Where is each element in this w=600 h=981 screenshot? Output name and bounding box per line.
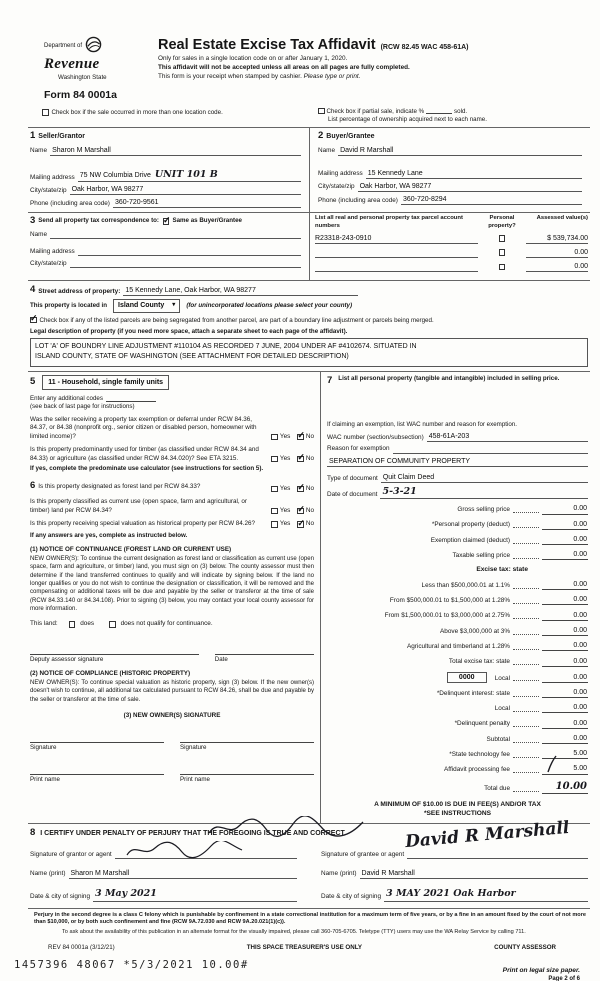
- section2-number: 2: [318, 130, 324, 142]
- legal-description-field[interactable]: [30, 338, 588, 367]
- parcel-number-field-1[interactable]: R23318-243-0910: [315, 234, 478, 244]
- s6-historical-no-checkbox[interactable]: [297, 521, 304, 528]
- s7-intro: List all personal property (tangible and intangible) included in selling price.: [338, 374, 560, 382]
- notice2-title: (2) NOTICE OF COMPLIANCE (HISTORIC PROPERTY): [30, 669, 191, 677]
- s6-q3-yes-label: Yes: [279, 520, 291, 528]
- dotted-leader: [513, 711, 539, 712]
- seller-mailing-handwritten: UNIT 101 B: [154, 168, 218, 180]
- buyer-name-field[interactable]: David R Marshall: [338, 146, 582, 156]
- revenue-wordmark: Revenue: [44, 55, 100, 72]
- personal-property-deduct-value[interactable]: 0.00: [542, 520, 588, 530]
- grantee-signature-block: [321, 841, 588, 901]
- does-not-label: does not qualify for continuance.: [120, 620, 213, 628]
- s6-q2-yes-label: Yes: [279, 506, 291, 514]
- s5-q2-note: If yes, complete the predominate use calculator (see instructions for section 5).: [30, 465, 264, 473]
- new-owner-print-name-line-1[interactable]: [30, 765, 164, 775]
- grantee-name-print-field[interactable]: David R Marshall: [360, 869, 588, 879]
- s5-q1-yes-label: Yes: [279, 433, 291, 441]
- partial-sale-checkbox[interactable]: [318, 108, 325, 115]
- seller-phone-field[interactable]: 360-720-9561: [113, 198, 301, 208]
- page-title: Real Estate Excise Tax Affidavit: [158, 37, 376, 53]
- legal-description-line2: ISLAND COUNTY, STATE OF WASHINGTON (SEE ATTACHMENT FOR DETAILED DESCRIPTION): [35, 353, 349, 361]
- parcel-header: List all real and personal property tax parcel account numbers: [315, 215, 463, 229]
- section3-number: 3: [30, 215, 36, 227]
- minimum-due-note: A MINIMUM OF $10.00 IS DUE IN FEE(S) AND/OR TAX: [374, 800, 541, 808]
- same-as-buyer-label: Same as Buyer/Grantee: [172, 217, 242, 225]
- money-row-label: Total excise tax: state: [448, 658, 510, 666]
- parcel-table: [309, 213, 590, 280]
- notice1-body: NEW OWNER(S): To continue the current designation as forest land or classification as current use (open space, farm and agriculture, or timber) land, you must sign on (3) below. The county assessor must then determine if the land transferred continues to qualify and will indicate by signing below. If the land no longer qualifies or you do not wish to continue the designation or classification, it will be removed and the compensating or additional taxes will be due and payable by the seller or transferor at the time of sale (RCW 84.33.140 or 84.34.108). Prior to signing (3) below, you may contact your local county assessor for more information.: [30, 556, 314, 613]
- corr-name-label: Name: [30, 230, 48, 238]
- dotted-leader: [513, 634, 539, 635]
- gross-selling-price-value[interactable]: 0.00: [542, 504, 588, 514]
- buyer-city-label: City/state/zip: [318, 183, 355, 191]
- buyer-phone-field[interactable]: 360-720-8294: [401, 195, 582, 205]
- buyer-mailing-field[interactable]: 15 Kennedy Lane: [366, 169, 582, 179]
- money-row-label: Subtotal: [486, 735, 510, 743]
- total-excise-state-value[interactable]: 0.00: [542, 657, 588, 667]
- dotted-leader: [513, 791, 539, 792]
- grantee-date-city-label: Date & city of signing: [321, 893, 382, 901]
- partial-sale-label-end: sold.: [454, 108, 468, 115]
- notice1-title: (1) NOTICE OF CONTINUANCE (FOREST LAND OR CURRENT USE): [30, 545, 232, 553]
- s6-q3-no-label: No: [305, 520, 314, 528]
- s6-q2-no-label: No: [305, 506, 314, 514]
- dotted-leader: [513, 742, 539, 743]
- does-label: does: [80, 620, 95, 628]
- county-note: (for unincorporated locations please select your county): [186, 301, 353, 309]
- grantee-sig-label: Signature of grantee or agent: [321, 850, 405, 858]
- money-row-label: Exemption claimed (deduct): [430, 536, 510, 544]
- s6-forest-yes-checkbox[interactable]: [271, 486, 278, 493]
- section4-number: 4: [30, 284, 36, 296]
- alt-format-notice: To ask about the availability of this publication in an alternate format for the visually impaired, please call 360-705-6705. Teletype (TTY) users may use the WA Relay Service by calling 711.: [62, 929, 526, 936]
- buyer-title: Buyer/Grantee: [326, 133, 375, 141]
- excise-tax-state-header: Excise tax: state: [476, 566, 528, 574]
- tax-500k-1500k-value[interactable]: 0.00: [542, 595, 588, 605]
- corr-mailing-label: Mailing address: [30, 248, 75, 256]
- seller-name-field[interactable]: Sharon M Marshall: [50, 146, 301, 156]
- dotted-leader: [513, 649, 539, 650]
- washington-state-label: Washington State: [58, 74, 107, 82]
- s5-q1-no-label: No: [305, 433, 314, 441]
- county-select[interactable]: Island County ▾: [113, 299, 180, 312]
- new-owner-signature-line-2[interactable]: [180, 733, 314, 743]
- seller-city-field[interactable]: Oak Harbor, WA 98277: [70, 185, 301, 195]
- tax-under-500k-value[interactable]: 0.00: [542, 580, 588, 590]
- personal-property-checkbox-2[interactable]: [499, 249, 506, 256]
- ownership-note: List percentage of ownership acquired next to each name.: [328, 116, 487, 124]
- s6-forest-no-checkbox[interactable]: [297, 486, 304, 493]
- doc-type-label: Type of document: [327, 474, 378, 482]
- money-row-label: *Personal property (deduct): [431, 521, 510, 529]
- treasurer-use-label: THIS SPACE TREASURER'S USE ONLY: [246, 944, 363, 952]
- local-code-box[interactable]: 0000: [447, 672, 487, 683]
- correspondence-intro: Send all property tax correspondence to:: [38, 217, 159, 225]
- doc-date-field[interactable]: 5-3-21: [380, 486, 588, 499]
- grantor-sig-label: Signature of grantor or agent: [30, 850, 112, 858]
- money-row-label: Affidavit processing fee: [444, 766, 510, 774]
- sections-5-6: [28, 372, 320, 823]
- multi-location-label: Check box if the sale occurred in more than one location code.: [51, 109, 223, 116]
- dotted-leader: [513, 512, 539, 513]
- cashier-receipt-stamp: 1457396 48067 *5/3/2021 10.00#: [14, 959, 249, 972]
- s6-current-use-no-checkbox[interactable]: [297, 508, 304, 515]
- corr-name-field[interactable]: [50, 230, 301, 239]
- this-land-label: This land:: [30, 620, 58, 628]
- deputy-assessor-signature-line[interactable]: [30, 645, 199, 655]
- additional-codes-field[interactable]: [106, 395, 156, 402]
- revenue-logo-icon: [85, 36, 102, 57]
- grantee-signature-field[interactable]: [407, 851, 588, 860]
- subtotal-value[interactable]: 0.00: [542, 734, 588, 744]
- exemption-note: If claiming an exemption, list WAC number and reason for exemption.: [327, 421, 517, 429]
- s6-historical-yes-checkbox[interactable]: [271, 521, 278, 528]
- personal-property-list-area[interactable]: [327, 387, 588, 421]
- section-correspondence: [28, 212, 590, 280]
- s6-q2-text: Is this property classified as current use (open space, farm and agricultural, or timber) land per RCW 84.34?: [30, 498, 247, 514]
- reason-exemption-label: Reason for exemption: [327, 445, 390, 453]
- segregated-parcels-checkbox[interactable]: [30, 317, 37, 324]
- dotted-leader: [513, 603, 539, 604]
- top-checkbox-row: [28, 107, 590, 124]
- section8-number: 8: [30, 826, 36, 838]
- form-header: [28, 36, 590, 103]
- money-row-label: *Delinquent penalty: [454, 720, 510, 728]
- grantor-name-print-field[interactable]: Sharon M Marshall: [69, 869, 297, 879]
- deputy-date-line[interactable]: [215, 645, 314, 655]
- street-address-label: Street address of property:: [38, 288, 121, 296]
- affidavit-processing-fee-value[interactable]: 5.00: [542, 764, 588, 774]
- legal-description-label: Legal description of property (if you need more space, attach a separate sheet to each page of the affidavit).: [30, 327, 348, 335]
- notice3-title: (3) NEW OWNER(S) SIGNATURE: [123, 712, 221, 720]
- section-buyer: [309, 128, 590, 212]
- state-technology-fee-value[interactable]: 5.00: [542, 749, 588, 759]
- s6-current-use-yes-checkbox[interactable]: [271, 508, 278, 515]
- print-name-label-1: Print name: [30, 776, 60, 784]
- grantee-date-city-field[interactable]: 3 MAY 2021 Oak Harbor: [384, 888, 588, 901]
- corr-city-field[interactable]: [70, 259, 301, 268]
- deputy-date-label: Date: [214, 655, 228, 663]
- money-row-label: Gross selling price: [457, 506, 510, 514]
- deputy-assessor-label: Deputy assessor signature: [30, 655, 104, 663]
- dotted-leader: [513, 696, 539, 697]
- total-due-value[interactable]: 10.00: [542, 780, 588, 794]
- grantor-signature-block: [30, 841, 297, 901]
- certify-statement: I CERTIFY UNDER PENALTY OF PERJURY THAT THE FOREGOING IS TRUE AND CORRECT: [40, 829, 345, 837]
- s5-q2-yes-label: Yes: [279, 455, 291, 463]
- wac-label: WAC number (section/subsection): [327, 433, 424, 441]
- notice2-body: NEW OWNER(S): To continue special valuation as historic property, sign (3) below. If the new owner(s) doesn't wish to continue, all additional tax calculated pursuant to RCW 84.26, shall be due and payable by the seller or transferor at the time of sale.: [30, 679, 314, 703]
- s6-q3-text: Is this property receiving special valuation as historical property per RCW 84.26?: [30, 520, 256, 528]
- grantee-signature-handwritten: David R Marshall: [404, 817, 571, 853]
- s5-q1-text: Was the seller receiving a property tax exemption or deferral under RCW 84.36, 84.37, or 84.38 (nonprofit org., senior citizen or disabled person, homeowner with limited income)?: [30, 415, 257, 440]
- corr-mailing-field[interactable]: [78, 248, 301, 257]
- money-row-label: Local: [494, 705, 510, 713]
- parcel-number-field-2[interactable]: [315, 250, 478, 259]
- exemption-claimed-value[interactable]: 0.00: [542, 535, 588, 545]
- grantor-date-city-label: Date & city of signing: [30, 893, 91, 901]
- dotted-leader: [513, 664, 539, 665]
- additional-codes-note: (see back of last page for instructions): [30, 402, 135, 410]
- seller-phone-label: Phone (including area code): [30, 199, 110, 207]
- middle-columns: [28, 371, 590, 823]
- dotted-leader: [513, 618, 539, 619]
- assessed-value-field-1[interactable]: $ 539,734.00: [526, 234, 588, 244]
- new-owner-signature-line-1[interactable]: [30, 733, 164, 743]
- section7-number: 7: [327, 374, 333, 386]
- assessed-value-header: Assessed value(s): [536, 215, 588, 222]
- buyer-name-label: Name: [318, 147, 336, 155]
- tax-above-3m-value[interactable]: 0.00: [542, 626, 588, 636]
- dotted-leader: [513, 726, 539, 727]
- personal-property-checkbox-1[interactable]: [499, 235, 506, 242]
- county-assessor-label: COUNTY ASSESSOR: [494, 944, 556, 952]
- s6-q1-text: 6 Is this property designated as forest land per RCW 84.33?: [30, 480, 201, 492]
- rev-number: REV 84 0001a (3/12/21): [48, 944, 115, 952]
- seller-title: Seller/Grantor: [38, 133, 85, 141]
- agricultural-timberland-value[interactable]: 0.00: [542, 641, 588, 651]
- money-row-label: Total due: [484, 785, 510, 793]
- section-seller: [28, 128, 309, 212]
- dotted-leader: [513, 680, 539, 681]
- seller-city-label: City/state/zip: [30, 186, 67, 194]
- section-selling-price: [320, 372, 590, 823]
- section-property: [28, 280, 590, 371]
- reason-exemption-value[interactable]: SEPARATION OF COMMUNITY PROPERTY: [327, 457, 588, 467]
- section1-number: 1: [30, 130, 36, 142]
- seller-name-label: Name: [30, 147, 48, 155]
- rcw-reference: (RCW 82.45 WAC 458-61A): [380, 44, 469, 51]
- land-does-not-checkbox[interactable]: [109, 621, 116, 628]
- section-certification: [28, 817, 590, 904]
- doc-date-label: Date of document: [327, 490, 378, 498]
- same-as-buyer-checkbox[interactable]: [163, 218, 170, 225]
- wac-number-field[interactable]: 458-61A-203: [427, 432, 588, 442]
- new-owner-print-name-line-2[interactable]: [180, 765, 314, 775]
- doc-type-field[interactable]: Quit Claim Deed: [381, 473, 588, 483]
- money-row-label: Local: [494, 674, 510, 682]
- grantor-signature-field[interactable]: [115, 851, 297, 860]
- dotted-leader: [513, 588, 539, 589]
- buyer-city-field[interactable]: Oak Harbor, WA 98277: [358, 182, 582, 192]
- assessed-value-field-3[interactable]: 0.00: [526, 262, 588, 272]
- header-note-1: Only for sales in a single location code on or after January 1, 2020.: [158, 54, 348, 62]
- s5-q2-text: Is this property predominantly used for timber (as classified under RCW 84.34 and 84.33) or agriculture (as classified under RCW 84.34.020)? See ETA 3215.: [30, 446, 259, 462]
- partial-sale-label: Check box if partial sale, indicate %: [326, 108, 425, 115]
- dotted-leader: [513, 558, 539, 559]
- use-code-select[interactable]: 11 - Household, single family units: [42, 375, 169, 390]
- department-of-label: Department of: [44, 42, 83, 49]
- land-does-checkbox[interactable]: [69, 621, 76, 628]
- reason-exemption-field[interactable]: [393, 445, 588, 454]
- agency-logo-block: [28, 36, 150, 103]
- corr-city-label: City/state/zip: [30, 259, 67, 267]
- seller-mailing-field[interactable]: 75 NW Columbia Drive UNIT 101 B: [78, 169, 301, 182]
- form-number: Form 84 0001a: [44, 89, 117, 102]
- perjury-notice: Perjury in the second degree is a class C felony which is punishable by confinement in a state correctional institution for a maximum term of five years, or by a fine in an amount fixed by the court of not more than $10,000, or by both such confinement and fine (RCW 9A.72.030 and RCW 9A.20.021(1)(c)).: [34, 911, 586, 925]
- s6-note: If any answers are yes, complete as instructed below.: [30, 531, 188, 539]
- s6-q1-no-label: No: [305, 484, 314, 492]
- seller-mailing-label: Mailing address: [30, 173, 75, 181]
- tax-1500k-3m-value[interactable]: 0.00: [542, 611, 588, 621]
- parcel-number-field-3[interactable]: [315, 264, 478, 273]
- additional-codes-label: Enter any additional codes: [30, 394, 103, 402]
- assessed-value-field-2[interactable]: 0.00: [526, 248, 588, 258]
- parties-section: [28, 127, 590, 212]
- personal-property-header: Personal property?: [488, 215, 516, 229]
- dotted-leader: [513, 527, 539, 528]
- segregated-parcels-label: Check box if any of the listed parcels are being segregated from another parcel, are part of a boundary line adjustment or parcels being merged.: [39, 316, 434, 324]
- page-number: Page 2 of 6: [548, 976, 580, 981]
- section6-number: 6: [30, 480, 36, 492]
- s5-exemption-no-checkbox[interactable]: [297, 434, 304, 441]
- money-row-label: *Delinquent interest: state: [436, 689, 510, 697]
- s5-q2-no-label: No: [305, 455, 314, 463]
- legal-description-line1: LOT 'A' OF BOUNDRY LINE ADJUSTMENT #110104 AS RECORDED 7 JUNE, 2004 UNDER AF #4102674. SITUATED IN: [35, 342, 417, 350]
- street-address-field[interactable]: 15 Kennedy Lane, Oak Harbor, WA 98277: [123, 286, 357, 296]
- parcel-row: [315, 262, 588, 272]
- signature-label-1: Signature: [30, 744, 57, 752]
- parcel-row: [315, 234, 588, 244]
- money-row-label: Less than $500,000.01 at 1.1%: [421, 581, 510, 589]
- grantor-date-city-field[interactable]: 3 May 2021: [93, 888, 297, 901]
- parcel-row: [315, 248, 588, 258]
- grantor-name-print-label: Name (print): [30, 870, 66, 878]
- dotted-leader: [513, 757, 539, 758]
- delinquent-interest-local-value[interactable]: 0.00: [542, 703, 588, 713]
- money-row-label: From $500,000.01 to $1,500,000 at 1.28%: [389, 597, 510, 605]
- s5-timber-no-checkbox[interactable]: [297, 456, 304, 463]
- multi-location-checkbox[interactable]: [42, 109, 49, 116]
- located-in-label: This property is located in: [30, 301, 108, 309]
- buyer-mailing-label: Mailing address: [318, 170, 363, 178]
- section5-number: 5: [30, 376, 36, 388]
- s5-exemption-yes-checkbox[interactable]: [271, 434, 278, 441]
- personal-property-checkbox-3[interactable]: [499, 264, 506, 271]
- header-note-2: This affidavit will not be accepted unless all areas on all pages are fully completed.: [158, 63, 410, 71]
- money-row-label: *State technology fee: [449, 750, 510, 758]
- money-row-label: From $1,500,000.01 to $3,000,000 at 2.75%: [384, 612, 510, 620]
- legal-paper-note: Print on legal size paper.: [502, 966, 580, 974]
- header-note-3: This form is your receipt when stamped by cashier. Please type or print.: [158, 72, 361, 80]
- s5-timber-yes-checkbox[interactable]: [271, 456, 278, 463]
- title-block: [150, 36, 590, 103]
- buyer-phone-label: Phone (including area code): [318, 196, 398, 204]
- money-row-label: Taxable selling price: [452, 552, 510, 560]
- money-row-label: Above $3,000,000 at 3%: [440, 627, 510, 635]
- print-name-label-2: Print name: [180, 776, 210, 784]
- dotted-leader: [513, 772, 539, 773]
- dotted-leader: [513, 543, 539, 544]
- money-row-label: Agricultural and timberland at 1.28%: [406, 642, 510, 650]
- taxable-selling-price-value[interactable]: 0.00: [542, 550, 588, 560]
- see-instructions-note: *SEE INSTRUCTIONS: [423, 810, 492, 818]
- grantee-name-print-label: Name (print): [321, 870, 357, 878]
- local-excise-value[interactable]: 0.00: [542, 673, 588, 683]
- s6-q1-yes-label: Yes: [279, 484, 291, 492]
- signature-label-2: Signature: [180, 744, 207, 752]
- delinquent-interest-state-value[interactable]: 0.00: [542, 688, 588, 698]
- partial-percent-field[interactable]: [426, 107, 452, 114]
- chevron-down-icon: ▾: [172, 302, 176, 309]
- delinquent-penalty-value[interactable]: 0.00: [542, 719, 588, 729]
